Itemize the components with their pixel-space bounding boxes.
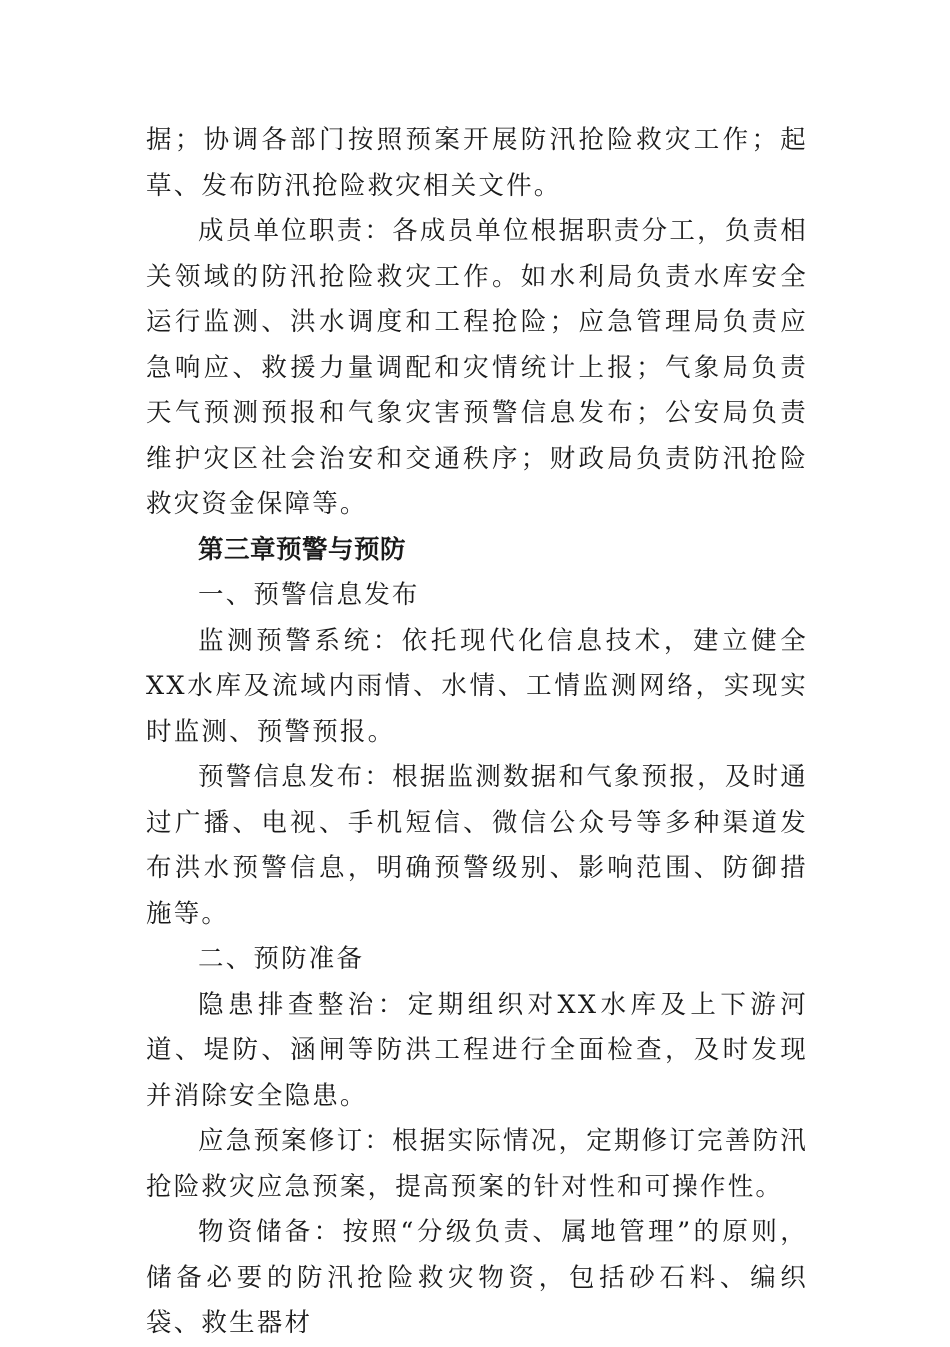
document-body [146, 118, 808, 1347]
paragraph-member-duties: 成员单位职责：各成员单位根据职责分工，负责相关领域的防汛抢险救灾工作。如水利局负责水库安全运行监测、洪水调度和工程抢险；应急管理局负责应急响应、救援力量调配和灾情统计上报；气象局负责天气预测预报和气象灾害预警信息发布；公安局负责维护灾区社会治安和交通秩序；财政局负责防汛抢险救灾资金保障等。 [146, 216, 808, 519]
section-heading-warning: 一、预警信息发布 [198, 580, 420, 610]
chapter-heading: 第三章预警与预防 [198, 534, 407, 565]
paragraph-continued: 据；协调各部门按照预案开展防汛抢险救灾工作；起草、发布防汛抢险救灾相关文件。 [146, 125, 808, 201]
paragraph-hazard-inspection: 隐患排查整治：定期组织对XX水库及上下游河道、堤防、涵闸等防洪工程进行全面检查，及时发现并消除安全隐患。 [146, 989, 808, 1111]
paragraph-plan-revision: 应急预案修订：根据实际情况，定期修订完善防汛抢险救灾应急预案，提高预案的针对性和可操作性。 [146, 1126, 808, 1202]
paragraph-material-reserve: 物资储备：按照“分级负责、属地管理”的原则，储备必要的防汛抢险救灾物资，包括砂石料、编织袋、救生器材 [146, 1217, 808, 1338]
paragraph-monitoring-system: 监测预警系统：依托现代化信息技术，建立健全XX水库及流域内雨情、水情、工情监测网络，实现实时监测、预警预报。 [146, 625, 808, 747]
section-heading-prevention: 二、预防准备 [198, 944, 365, 974]
paragraph-warning-release: 预警信息发布：根据监测数据和气象预报，及时通过广播、电视、手机短信、微信公众号等多种渠道发布洪水预警信息，明确预警级别、影响范围、防御措施等。 [146, 762, 808, 929]
